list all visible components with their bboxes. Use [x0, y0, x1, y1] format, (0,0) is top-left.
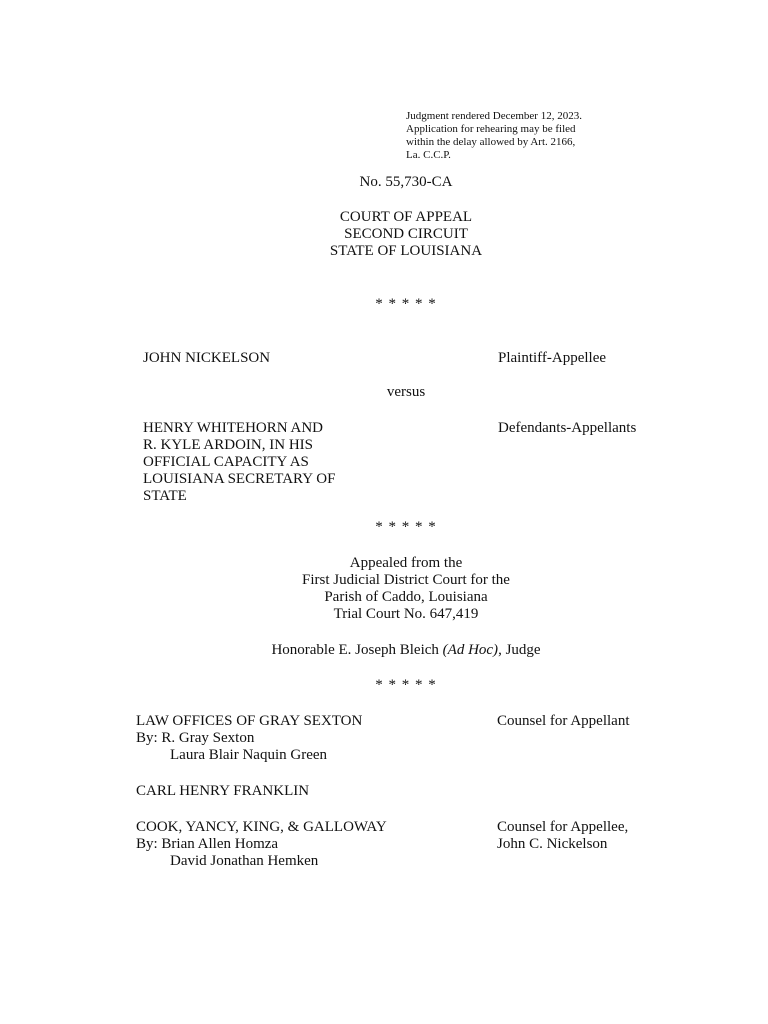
- counsel-role-3: [497, 819, 628, 853]
- appeal-line: Trial Court No. 647,419: [333, 606, 479, 622]
- plaintiff-name: JOHN NICKELSON: [143, 350, 271, 366]
- appeal-line: First Judicial District Court for the: [302, 572, 510, 588]
- separator: * * * * *: [375, 677, 437, 693]
- judge-italic: (Ad Hoc): [442, 642, 499, 658]
- counsel-extra: David Jonathan Hemken: [170, 853, 319, 869]
- plaintiff-role: Plaintiff-Appellee: [498, 350, 607, 366]
- notice-line: within the delay allowed by Art. 2166,: [406, 136, 576, 148]
- judge-prefix: Honorable E. Joseph Bleich: [271, 642, 443, 658]
- versus-label: versus: [386, 384, 426, 400]
- notice-line: Application for rehearing may be filed: [406, 123, 576, 135]
- appeal-info: [0, 555, 768, 623]
- counsel-by: By: Brian Allen Homza: [136, 836, 279, 852]
- defendant-line: HENRY WHITEHORN AND: [143, 420, 323, 436]
- defendant-role: Defendants-Appellants: [498, 420, 637, 436]
- separator: * * * * *: [375, 519, 437, 535]
- defendant-names: [143, 420, 335, 505]
- separator: * * * * *: [375, 296, 437, 312]
- defendant-line: OFFICIAL CAPACITY AS: [143, 454, 309, 470]
- defendant-line: STATE: [143, 488, 187, 504]
- defendant-line: LOUISIANA SECRETARY OF: [143, 471, 336, 487]
- docket-number: No. 55,730-CA: [359, 174, 453, 190]
- notice-line: Judgment rendered December 12, 2023.: [406, 110, 582, 122]
- judgment-notice: [406, 110, 582, 162]
- counsel-firm: COOK, YANCY, KING, & GALLOWAY: [136, 819, 387, 835]
- judge-suffix: , Judge: [498, 642, 541, 658]
- court-line: SECOND CIRCUIT: [344, 226, 468, 242]
- notice-line: La. C.C.P.: [406, 149, 451, 161]
- court-name: [0, 209, 768, 260]
- counsel-role-line: John C. Nickelson: [497, 836, 608, 852]
- judge-line: [0, 642, 768, 659]
- appeal-line: Appealed from the: [349, 555, 463, 571]
- defendant-line: R. KYLE ARDOIN, IN HIS: [143, 437, 313, 453]
- counsel-by: By: R. Gray Sexton: [136, 730, 255, 746]
- counsel-block-3: [136, 819, 387, 870]
- counsel-block-1: [136, 713, 362, 764]
- counsel-firm: LAW OFFICES OF GRAY SEXTON: [136, 713, 363, 729]
- court-line: COURT OF APPEAL: [339, 209, 473, 225]
- court-line: STATE OF LOUISIANA: [329, 243, 483, 259]
- counsel-firm-2: CARL HENRY FRANKLIN: [136, 783, 310, 799]
- appeal-line: Parish of Caddo, Louisiana: [324, 589, 488, 605]
- counsel-extra: Laura Blair Naquin Green: [170, 747, 328, 763]
- counsel-role-1: Counsel for Appellant: [497, 713, 630, 729]
- counsel-role-line: Counsel for Appellee,: [497, 819, 629, 835]
